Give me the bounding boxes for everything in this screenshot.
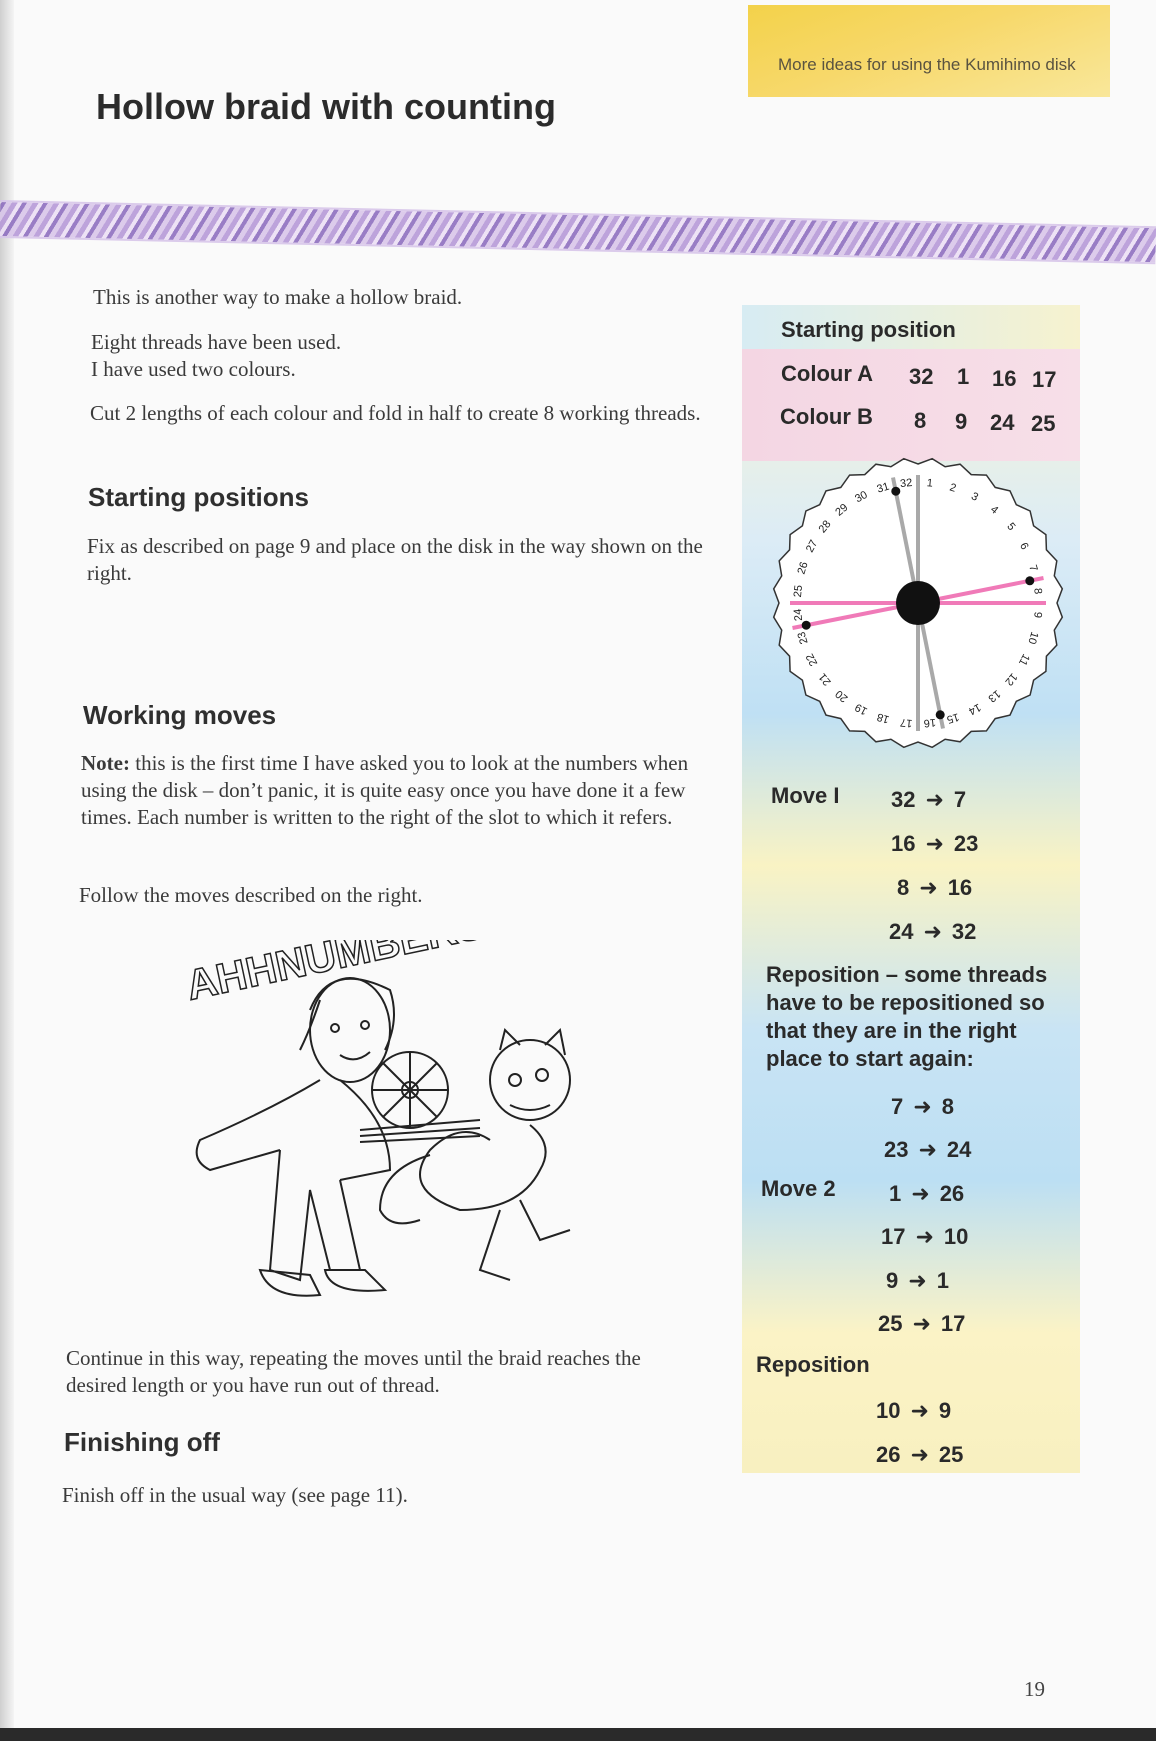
starting-positions-heading: Starting positions	[88, 482, 309, 512]
page-gutter-shadow	[0, 0, 14, 1741]
cartoon-lettering: AHHNUMBERS!	[182, 940, 503, 1009]
arrow-icon: ➜	[918, 1137, 937, 1162]
reposition-1-step-1	[891, 1094, 954, 1120]
move-from: 24	[889, 919, 914, 944]
arrow-icon: ➜	[925, 787, 944, 812]
move-from: 16	[891, 831, 916, 856]
reposition-2-step-1	[876, 1398, 951, 1424]
arrow-icon: ➜	[912, 1311, 931, 1336]
disk-slot-label: 4	[987, 503, 1001, 517]
colour-b-value-4: 25	[1031, 411, 1056, 436]
arrow-icon: ➜	[908, 1268, 927, 1293]
move-2-step-3	[886, 1268, 949, 1294]
starting-position-heading: Starting position	[781, 317, 956, 342]
colour-a-label: Colour A	[781, 361, 874, 386]
move-from: 17	[881, 1224, 906, 1249]
move-2-label: Move 2	[761, 1176, 836, 1201]
reposition-instructions	[766, 961, 1047, 1073]
arrow-icon: ➜	[915, 1224, 934, 1249]
chapter-tab-text: More ideas for using the Kumihimo disk	[778, 55, 1076, 74]
colour-a-value-2: 1	[957, 364, 970, 389]
arrow-icon: ➜	[910, 1442, 929, 1467]
finishing-off-text: Finish off in the usual way (see page 11).	[62, 1483, 408, 1507]
note-text: this is the first time I have asked you to look at the numbers when using the disk – don’t panic, it is quite easy once you have done it a few times. Each number is written to the right of the slot to which it refers.	[81, 751, 689, 829]
move-from: 25	[878, 1311, 903, 1336]
move-to: 9	[938, 1398, 952, 1423]
move-1-step-3	[897, 875, 972, 901]
disk-slot-label: 28	[816, 518, 834, 536]
move-to: 16	[947, 875, 973, 900]
disk-slot-label: 16	[923, 715, 937, 730]
starting-positions-text: Fix as described on page 9 and place on the disk in the way shown on the right.	[87, 534, 703, 585]
colour-b-value-3: 24	[990, 410, 1015, 435]
disk-slot-label: 26	[795, 560, 811, 576]
colour-a-value-3: 16	[992, 366, 1017, 391]
disk-slot-label: 29	[833, 501, 851, 519]
arrow-icon: ➜	[911, 1181, 930, 1206]
page-number: 19	[1024, 1677, 1045, 1701]
reposition-line-1: Reposition – some threads	[766, 962, 1048, 987]
disk-slot-label: 24	[791, 608, 806, 622]
disk-slot-label: 12	[1002, 670, 1020, 688]
disk-slot-label: 25	[791, 584, 806, 598]
kumihimo-disk-diagram	[767, 452, 1069, 754]
disk-marker-dot	[1025, 576, 1034, 585]
move-to: 7	[953, 787, 967, 812]
disk-slot-label: 11	[1015, 651, 1032, 668]
disk-slot-label: 31	[875, 480, 891, 496]
finishing-off-heading: Finishing off	[64, 1427, 220, 1457]
move-from: 9	[886, 1268, 899, 1293]
note-label: Note:	[81, 751, 130, 775]
colour-a-value-1: 32	[909, 364, 934, 389]
move-to: 32	[951, 919, 977, 944]
move-from: 23	[884, 1137, 909, 1162]
disk-slot-label: 32	[899, 476, 913, 491]
colour-a-value-4: 17	[1032, 367, 1057, 392]
kumihimo-disk	[767, 452, 1069, 754]
disk-slot-label: 14	[966, 700, 983, 718]
disk-slot-label: 27	[803, 538, 821, 555]
move-1-step-4	[889, 919, 976, 945]
move-from: 10	[876, 1398, 901, 1423]
colour-b-label: Colour B	[780, 404, 873, 429]
move-1-step-2	[891, 831, 978, 857]
cartoon-drawing	[160, 940, 630, 1320]
move-to: 26	[939, 1181, 965, 1206]
intro-paragraph-1: This is another way to make a hollow braid.	[93, 285, 463, 309]
reposition-line-4: place to start again:	[766, 1046, 974, 1071]
arrow-icon: ➜	[910, 1398, 929, 1423]
move-1-step-1	[891, 787, 966, 813]
move-1-label: Move I	[771, 783, 840, 808]
reposition-1-step-2	[884, 1137, 971, 1163]
disk-marker-dot	[891, 487, 900, 496]
move-to: 1	[936, 1268, 949, 1293]
disk-slot-label: 2	[948, 481, 958, 495]
move-from: 7	[891, 1094, 904, 1119]
disk-slot-label: 18	[875, 710, 891, 726]
disk-slot-label: 6	[1017, 540, 1031, 552]
colour-b-value-2: 9	[955, 409, 968, 434]
disk-slot-label: 9	[1031, 611, 1044, 619]
disk-slot-label: 21	[816, 670, 834, 688]
move-to: 23	[953, 831, 979, 856]
reposition-2-label: Reposition	[756, 1352, 870, 1377]
move-to: 17	[940, 1311, 966, 1336]
disk-marker-dot	[802, 621, 811, 630]
page-bottom-edge	[0, 1728, 1156, 1741]
disk-slot-label: 20	[833, 687, 851, 705]
move-from: 1	[889, 1181, 902, 1206]
move-2-step-4	[878, 1311, 965, 1337]
reposition-line-2: have to be repositioned so	[766, 990, 1045, 1015]
disk-slot-label: 5	[1004, 520, 1018, 534]
intro-paragraph-2b: I have used two colours.	[91, 357, 296, 381]
colour-b-value-1: 8	[914, 408, 927, 433]
disk-slot-label: 19	[853, 700, 870, 718]
disk-slot-label: 10	[1025, 630, 1041, 646]
move-to: 8	[941, 1094, 954, 1119]
intro-paragraph-3: Cut 2 lengths of each colour and fold in half to create 8 working threads.	[90, 401, 701, 425]
disk-slot-label: 30	[853, 488, 870, 506]
move-2-step-2	[881, 1224, 968, 1250]
move-to: 24	[946, 1137, 972, 1162]
chapter-tab	[748, 5, 1110, 97]
disk-slot-label: 8	[1031, 587, 1044, 595]
arrow-icon: ➜	[913, 1094, 932, 1119]
disk-slot-label: 22	[803, 651, 821, 668]
working-moves-heading: Working moves	[83, 700, 277, 730]
working-moves-note	[81, 750, 721, 831]
disk-slot-label: 7	[1026, 563, 1040, 573]
disk-marker-dot	[936, 710, 945, 719]
disk-centre-hole	[896, 581, 940, 625]
move-2-step-1	[889, 1181, 964, 1207]
move-from: 8	[897, 875, 910, 900]
disk-slot-label: 3	[969, 490, 981, 504]
move-to: 10	[943, 1224, 969, 1249]
cartoon-illustration	[160, 940, 630, 1320]
arrow-icon: ➜	[925, 831, 944, 856]
disk-slot-label: 15	[945, 710, 961, 726]
move-from: 32	[891, 787, 916, 812]
disk-slot-label: 13	[985, 687, 1003, 705]
move-to: 25	[938, 1442, 964, 1467]
continue-text: Continue in this way, repeating the moves until the braid reaches the desired length or you have run out of thread.	[66, 1346, 641, 1397]
reposition-2-step-2	[876, 1442, 963, 1468]
follow-moves-text: Follow the moves described on the right.	[79, 883, 423, 907]
page-title: Hollow braid with counting	[96, 86, 556, 127]
move-from: 26	[876, 1442, 901, 1467]
arrow-icon: ➜	[923, 919, 942, 944]
disk-slot-label: 1	[926, 477, 934, 490]
reposition-line-3: that they are in the right	[766, 1018, 1017, 1043]
braid-illustration-banner	[0, 200, 1156, 264]
disk-slot-label: 23	[795, 630, 811, 646]
intro-paragraph-2a: Eight threads have been used.	[91, 330, 342, 354]
disk-slot-label: 17	[899, 715, 913, 730]
arrow-icon: ➜	[919, 875, 938, 900]
